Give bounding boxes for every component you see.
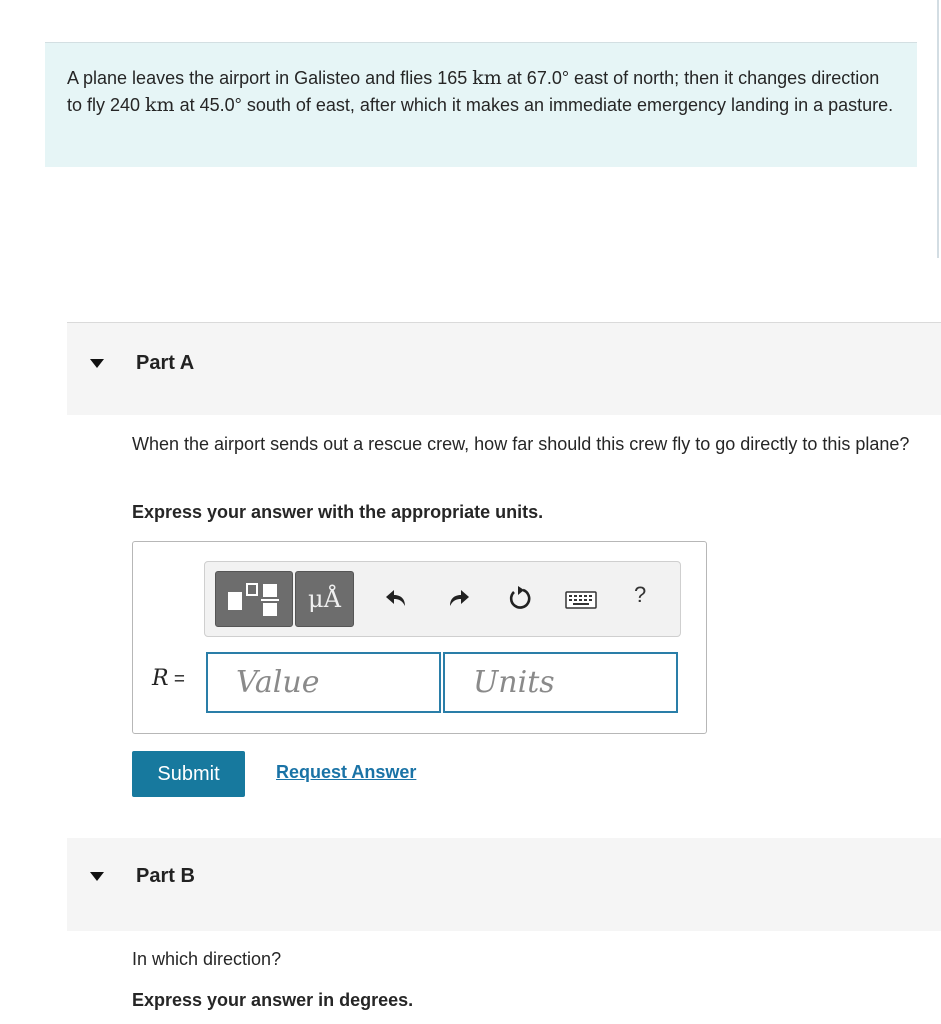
math-toolbar	[204, 561, 681, 637]
answer-box	[132, 541, 707, 734]
page-scroll-divider	[937, 0, 939, 258]
request-answer-link[interactable]: Request Answer	[276, 762, 417, 782]
problem-text-2: at 67.0° east of north; then it changes direction to fly 240	[67, 68, 880, 115]
problem-text-3: at 45.0° south of east, after which it makes an immediate emergency landing in a pasture.	[174, 95, 894, 115]
problem-unit-2: km	[145, 94, 175, 116]
part-b-title: Part B	[136, 865, 195, 887]
part-b-question: In which direction?	[132, 949, 282, 969]
part-b-header[interactable]	[67, 838, 941, 931]
submit-button[interactable]: Submit	[132, 751, 245, 797]
equals-sign: =	[168, 669, 185, 690]
collapse-caret-icon[interactable]	[90, 359, 104, 368]
templates-button[interactable]	[215, 571, 293, 627]
problem-text-1: A plane leaves the airport in Galisteo and flies 165	[67, 68, 473, 88]
collapse-caret-icon[interactable]	[90, 872, 104, 881]
redo-icon[interactable]	[446, 586, 470, 610]
variable-symbol: R	[152, 666, 169, 691]
keyboard-icon[interactable]	[565, 591, 597, 609]
value-input[interactable]	[206, 652, 441, 713]
answer-variable-label	[152, 666, 185, 691]
problem-unit-1: km	[472, 67, 502, 89]
part-a-instruction: Express your answer with the appropriate units.	[132, 502, 544, 522]
part-a-question: When the airport sends out a rescue crew, how far should this crew fly to go directly to this plane?	[132, 434, 910, 454]
help-icon[interactable]: ?	[634, 582, 647, 607]
units-input[interactable]	[443, 652, 678, 713]
units-button[interactable]	[295, 571, 354, 627]
problem-statement-text	[67, 65, 897, 119]
part-a-title: Part A	[136, 352, 195, 374]
reset-icon[interactable]	[508, 585, 532, 611]
undo-icon[interactable]	[385, 586, 409, 610]
part-a-header[interactable]	[67, 322, 941, 415]
templates-icon	[227, 582, 283, 618]
part-b-instruction: Express your answer in degrees.	[132, 990, 414, 1010]
units-icon: μÅ	[308, 585, 341, 613]
